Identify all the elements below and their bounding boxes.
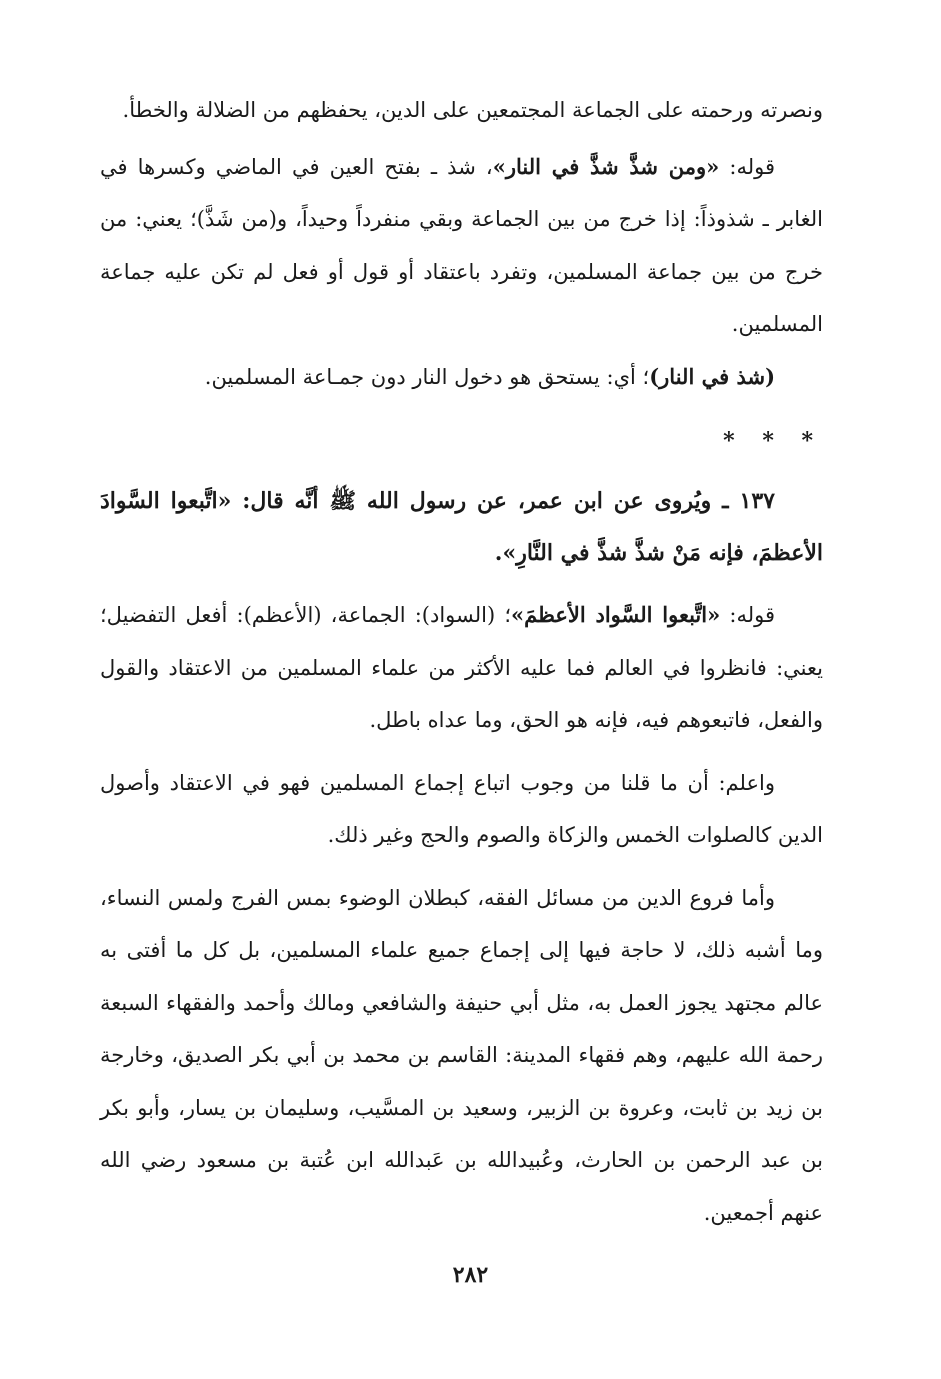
paragraph-commentary-2 — [100, 351, 823, 404]
commentary-lead: قوله: — [719, 154, 775, 179]
commentary-text: ، شذ ـ بفتح العين في الماضي وكسرها في الغابر ـ شذوذاً: إذا خرج من بين الجماعة وبقي منفرداً وحيداً، و(من شَذَّ)؛ يعني: من خرج من بين جماعة المسلمين، وتفرد باعتقاد أو قول أو فعل لم تكن عليه جماعة المسلمين. — [100, 154, 823, 336]
page-body — [100, 84, 823, 1239]
paragraph-commentary-4: واعلم: أن ما قلنا من وجوب اتباع إجماع المسلمين فهو في الاعتقاد وأصول الدين كالصلوات الخمس والزكاة والصوم والحج وغير ذلك. — [100, 770, 823, 847]
commentary-text: ؛ أي: يستحق هو دخول النار دون جمـاعة المسلمين. — [204, 364, 650, 389]
paragraph-commentary-1 — [100, 141, 823, 351]
paragraph-commentary-5: وأما فروع الدين من مسائل الفقه، كبطلان الوضوء بمس الفرج ولمس النساء، وما أشبه ذلك، لا حاجة فيها إلى إجماع جميع علماء المسلمين، بل كل ما أفتى به عالم مجتهد يجوز العمل به، مثل أبي حنيفة والشافعي ومالك وأحمد والفقهاء السبعة رحمة الله عليهم، وهم فقهاء المدينة: القاسم بن محمد بن أبي بكر الصديق، وخارجة بن زيد بن ثابت، وعروة بن الزبير، وسعيد بن المسَّيب، وسليمان بن يسار، وأبو بكر بن عبد الرحمن بن الحارث، وعُبيدالله بن عَبدالله ابن عُتبة بن مسعود رضي الله عنهم أجمعين. — [100, 885, 823, 1225]
quoted-phrase: «ومن شذَّ شذَّ في النار» — [492, 153, 720, 179]
commentary-lead: قوله: — [720, 603, 775, 627]
paragraph-continuation: ونصرته ورحمته على الجماعة المجتمعين على الدين، يحفظهم من الضلالة والخطأ. — [122, 98, 823, 122]
quoted-phrase: (شذ في النار) — [649, 363, 775, 389]
page-number: ٢٨٢ — [452, 1262, 489, 1288]
commentary-text: ؛ (السواد): الجماعة، (الأعظم): أفعل التفضيل؛ يعني: فانظروا في العالم فما عليه الأكثر من علماء المسلمين من الاعتقاد والقول والفعل، فاتبعوهم فيه، فإنه هو الحق، وما عداه باطل. — [100, 603, 823, 732]
quoted-phrase: «اتَّبعوا السَّواد الأعظمَ» — [511, 602, 721, 627]
section-separator: * * * — [723, 428, 823, 454]
paragraph-commentary-3 — [100, 589, 823, 747]
hadith-text: ١٣٧ ـ ويُروى عن ابن عمر، عن رسول الله ﷺ أنَّه قال: «اتَّبعوا السَّوادَ الأعظمَ، فإنه مَنْ شذَّ شذَّ في النَّارِ». — [100, 488, 823, 566]
